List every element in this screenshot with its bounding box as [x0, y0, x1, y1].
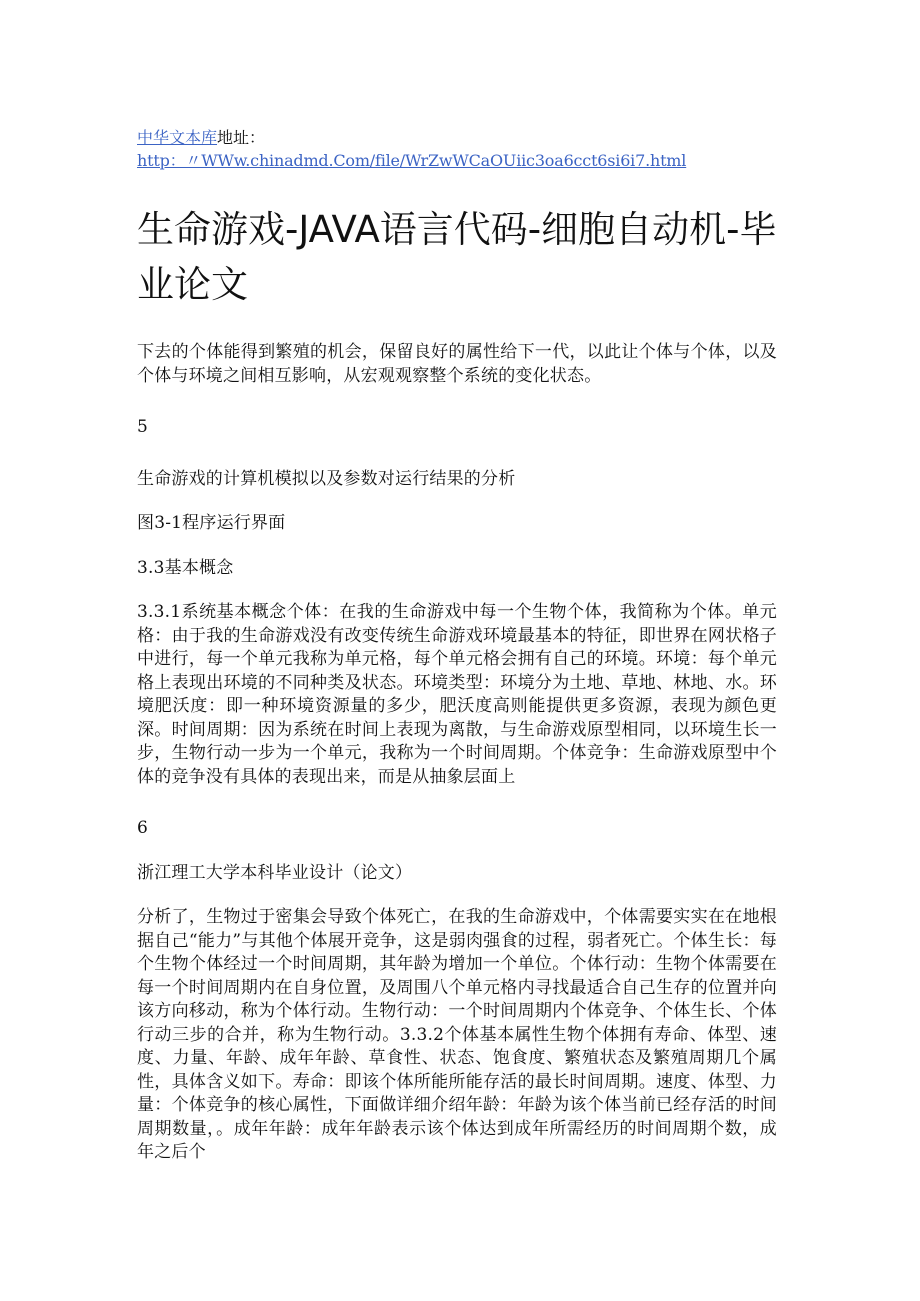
section-heading: 3.3基本概念: [137, 557, 234, 578]
school-header-line: 浙江理工大学本科毕业设计（论文）: [137, 862, 413, 883]
body-paragraph-concepts: 3.3.1系统基本概念个体：在我的生命游戏中每一个生物个体，我简称为个体。单元格：由于我的生命游戏没有改变传统生命游戏环境最基本的特征，即世界在网状格子中进行，每一个单元我称为单元格，每个单元格会拥有自己的环境。环境：每个单元格上表现出环境的不同种类及状态。环境类型：环境分为土地、草地、林地、水。环境肥沃度：即一种环境资源量的多少，肥沃度高则能提供更多资源，表现为颜色更深。时间周期：因为系统在时间上表现为离散，与生命游戏原型相同，以环境生长一步，生物行动一步为一个单元，我称为一个时间周期。个体竞争：生命游戏原型中个体的竞争没有具体的表现出来，而是从抽象层面上: [137, 602, 777, 787]
simulation-heading: 生命游戏的计算机模拟以及参数对运行结果的分析: [137, 468, 516, 489]
document-page: [137, 126, 777, 1165]
document-title: 生命游戏-JAVA语言代码-细胞自动机-毕业论文: [137, 208, 777, 306]
intro-paragraph: 下去的个体能得到繁殖的机会，保留良好的属性给下一代，以此让个体与个体，以及个体与环境之间相互影响，从宏观观察整个系统的变化状态。: [137, 342, 777, 386]
page-number-5: 5: [137, 417, 149, 437]
figure-caption: 图3-1程序运行界面: [137, 513, 286, 533]
body-paragraph-attributes: 分析了，生物过于密集会导致个体死亡，在我的生命游戏中，个体需要实实在在地根据自己“能力”与其他个体展开竞争，这是弱肉强食的过程，弱者死亡。个体生长：每个生物个体经过一个时间周期，其年龄为增加一个单位。个体行动：生物个体需要在每一个时间周期内在自身位置，及周围八个单元格内寻找最适合自己生存的位置并向该方向移动，称为个体行动。生物行动：一个时间周期内个体竞争、个体生长、个体行动三步的合并，称为生物行动。3.3.2个体基本属性生物个体拥有寿命、体型、速度、力量、年龄、成年年龄、草食性、状态、饱食度、繁殖状态及繁殖周期几个属性，具体含义如下。寿命：即该个体所能所能存活的最长时间周期。速度、体型、力量：个体竞争的核心属性，下面做详细介绍年龄：年龄为该个体当前已经存活的时间周期数量，。成年年龄：成年年龄表示该个体达到成年所需经历的时间周期个数，成年之后个: [137, 907, 777, 1162]
source-address-label: 地址：: [217, 128, 266, 147]
source-line: [137, 126, 777, 149]
source-site-link[interactable]: 中华文本库: [137, 128, 218, 147]
page-number-6: 6: [137, 818, 149, 838]
source-url-link[interactable]: http：〃WWw.chinadmd.Com/file/WrZwWCaOUiic3oa6cct6si6i7.html: [137, 151, 687, 170]
